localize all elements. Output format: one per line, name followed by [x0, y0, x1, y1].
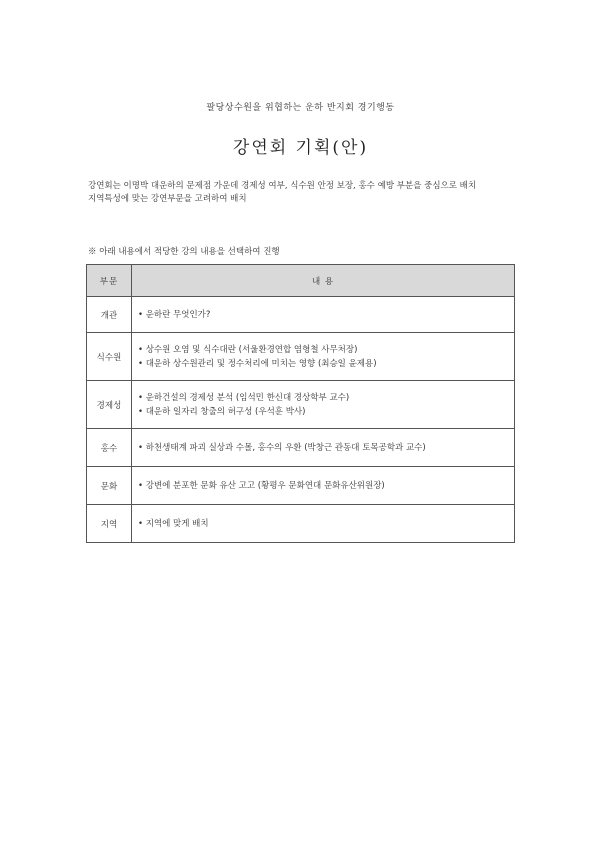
table-row: [87, 297, 515, 333]
header-category: 부문: [87, 265, 132, 297]
row-content: [132, 467, 515, 505]
list-item: • 지역에 맞게 배치: [138, 517, 508, 531]
list-item: • 운하란 무엇인가?: [138, 308, 508, 322]
document-title: 강연회 기획(안): [232, 138, 369, 158]
intro-line-2: 지역특성에 맞는 강연부문을 고려하여 배치: [88, 194, 247, 204]
list-item: • 강변에 분포한 문화 유산 고고 (황평우 문화연대 문화유산위원장): [138, 479, 508, 493]
list-item: • 대운하 상수원관리 및 정수처리에 미치는 영향 (최승일 윤제용): [138, 357, 508, 371]
list-item: • 상수원 오염 및 식수대란 (서울환경연합 염형철 사무처장): [138, 343, 508, 357]
table-header-row: [87, 265, 515, 297]
row-content: [132, 333, 515, 381]
list-item: • 대운하 일자리 창출의 허구성 (우석훈 박사): [138, 405, 508, 419]
row-category: 경제성: [87, 381, 132, 429]
table-row: [87, 333, 515, 381]
row-content: [132, 505, 515, 543]
table-row: [87, 381, 515, 429]
row-content: [132, 381, 515, 429]
list-item: • 하천생태계 파괴 실상과 수몰, 홍수의 우환 (박창근 관동대 토목공학과 교수): [138, 441, 508, 455]
row-category: 홍수: [87, 429, 132, 467]
document-subtitle: 팔당상수원을 위협하는 운하 반지회 경기행동: [206, 103, 395, 113]
lecture-table: [86, 264, 515, 543]
row-category: 개관: [87, 297, 132, 333]
row-category: 식수원: [87, 333, 132, 381]
selection-note: ※ 아래 내용에서 적당한 강의 내용을 선택하여 진행: [88, 247, 280, 257]
row-content: [132, 429, 515, 467]
row-category: 지역: [87, 505, 132, 543]
header-content: 내 용: [132, 265, 515, 297]
table-row: [87, 505, 515, 543]
list-item: • 운하건설의 경제성 분석 (임석민 한신대 경상학부 교수): [138, 391, 508, 405]
table-row: [87, 429, 515, 467]
intro-paragraph: [88, 180, 520, 206]
row-content: [132, 297, 515, 333]
row-category: 문화: [87, 467, 132, 505]
table-row: [87, 467, 515, 505]
intro-line-1: 강연회는 이명박 대운하의 문제점 가운데 경제성 여부, 식수원 안정 보장, 홍수 예방 부분을 중심으로 배치: [88, 181, 477, 191]
